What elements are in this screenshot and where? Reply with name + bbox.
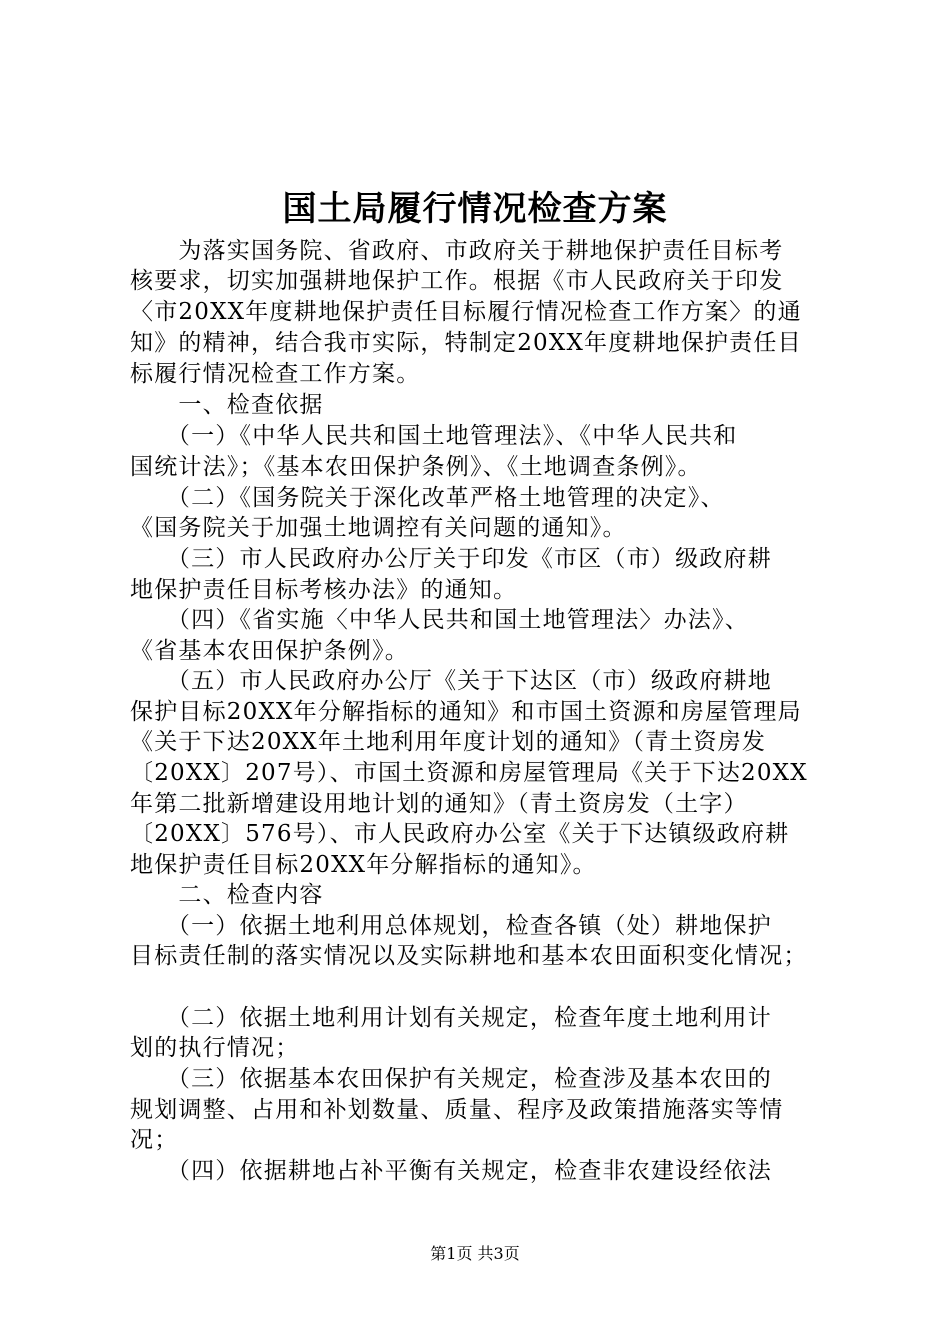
body-line: 〈市20XX年度耕地保护责任目标履行情况检查工作方案〉的通: [130, 299, 802, 325]
body-line: （四）《省实施〈中华人民共和国土地管理法〉办法》、: [130, 607, 749, 633]
body-line: 划的执行情况；: [130, 1035, 300, 1061]
body-line: 年第二批新增建设用地计划的通知》（青土资房发（土字）: [130, 791, 748, 817]
body-line: 规划调整、占用和补划数量、质量、程序及政策措施落实等情: [130, 1097, 784, 1123]
body-line: 为落实国务院、省政府、市政府关于耕地保护责任目标考: [130, 238, 784, 264]
body-line: 标履行情况检查工作方案。: [130, 361, 421, 387]
body-line: 知》的精神，结合我市实际，特制定20XX年度耕地保护责任目: [130, 330, 802, 356]
body-line: （一）《中华人民共和国土地管理法》、《中华人民共和: [130, 423, 738, 449]
body-line: （二）依据土地利用计划有关规定，检查年度土地利用计: [130, 1005, 772, 1031]
body-line: 核要求，切实加强耕地保护工作。根据《市人民政府关于印发: [130, 268, 784, 294]
body-line: 保护目标20XX年分解指标的通知》和市国土资源和房屋管理局: [130, 699, 802, 725]
body-line: 地保护责任目标考核办法》的通知。: [130, 577, 518, 603]
body-line: 况；: [130, 1127, 179, 1153]
section-heading: 一、检查依据: [130, 392, 324, 418]
body-line: （四）依据耕地占补平衡有关规定，检查非农建设经依法: [130, 1158, 772, 1184]
body-line: （三）依据基本农田保护有关规定，检查涉及基本农田的: [130, 1066, 772, 1092]
body-line: （三）市人民政府办公厅关于印发《市区（市）级政府耕: [130, 546, 772, 572]
body-line: 〔20XX〕207号）、市国土资源和房屋管理局《关于下达20XX: [130, 760, 808, 786]
body-line: 《关于下达20XX年土地利用年度计划的通知》（青土资房发: [130, 729, 767, 755]
body-line: （五）市人民政府办公厅《关于下达区（市）级政府耕地: [130, 668, 772, 694]
body-line: 国统计法》；《基本农田保护条例》、《土地调查条例》。: [130, 454, 702, 480]
body-line: 《国务院关于加强土地调控有关问题的通知》。: [130, 515, 627, 541]
body-line: （二）《国务院关于深化改革严格土地管理的决定》、: [130, 485, 725, 511]
body-line: （一）依据土地利用总体规划，检查各镇（处）耕地保护: [130, 913, 772, 939]
body-line: 地保护责任目标20XX年分解指标的通知》。: [130, 852, 597, 878]
document-title: 国土局履行情况检查方案: [282, 189, 668, 229]
body-line: 《省基本农田保护条例》。: [130, 638, 409, 664]
section-heading: 二、检查内容: [130, 882, 324, 908]
body-line: 〔20XX〕576号）、市人民政府办公室《关于下达镇级政府耕: [130, 821, 790, 847]
body-line: 目标责任制的落实情况以及实际耕地和基本农田面积变化情况；: [130, 943, 808, 969]
page-footer: 第1页 共3页: [430, 1244, 520, 1263]
